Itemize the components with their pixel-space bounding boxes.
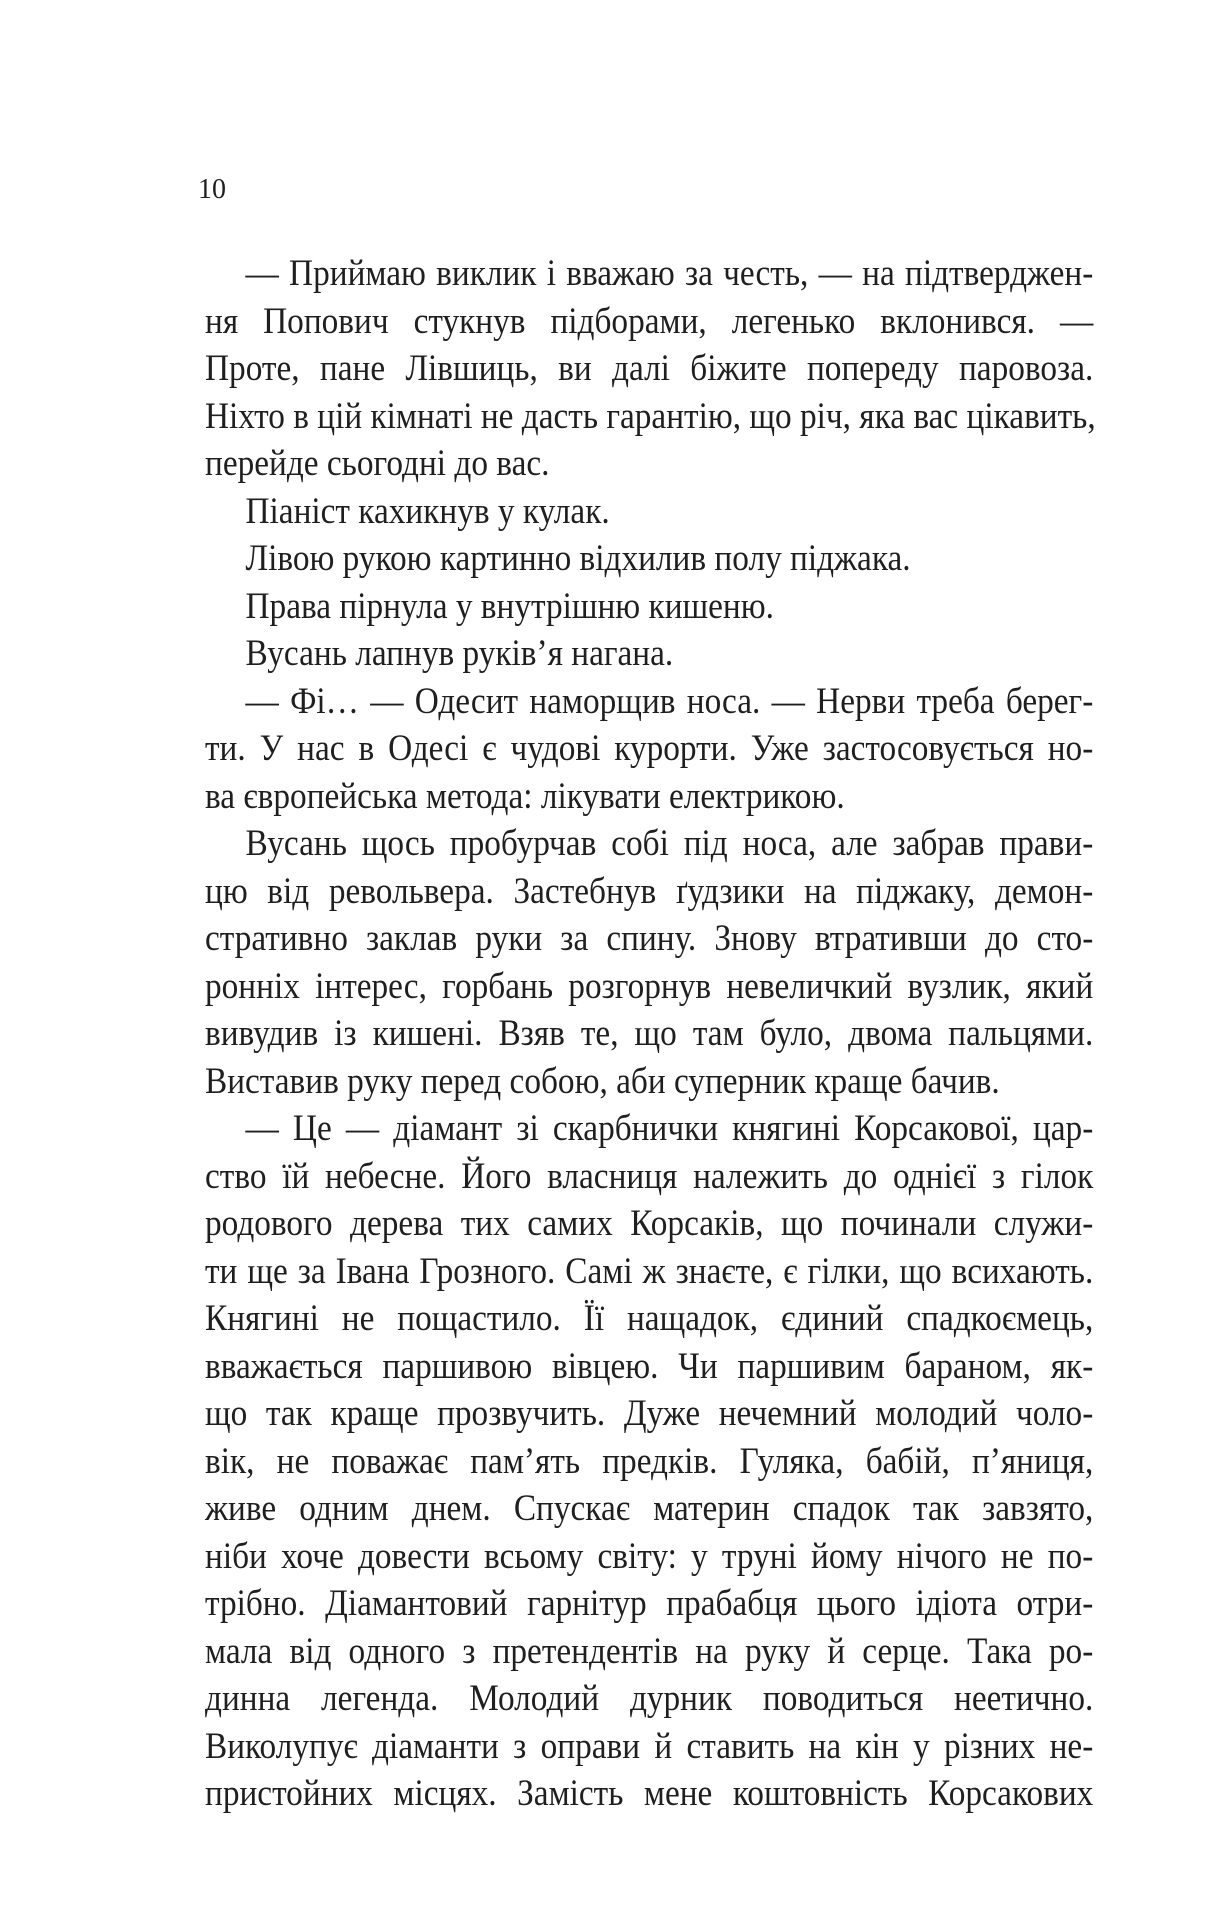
text-line: Права пірнула у внутрішню кишеню. — [245, 585, 774, 627]
text-line: Вусань лапнув руків’я нагана. — [245, 633, 674, 674]
text-line: стративно заклав руки за спину. Знову втративши до сто- — [205, 918, 1094, 959]
text-line: ня Попович стукнув підборами, легенько вклонився. — — [205, 300, 1094, 342]
text-line: ронніх інтерес, горбань розгорнув невеличкий вузлик, який — [205, 965, 1094, 1007]
text-line: динна легенда. Молодий дурник поводиться неетично. — [205, 1678, 1094, 1719]
text-line: — Це — діамант зі скарбнички княгині Корсакової, цар- — [245, 1108, 1094, 1149]
text-line: пристойних місцях. Замість мене коштовність Корсакових — [205, 1773, 1094, 1814]
text-line: Виколупує діаманти з оправи й ставить на кін у різних не- — [205, 1725, 1094, 1767]
text-line: — Приймаю виклик і вважаю за честь, — на підтверджен- — [245, 253, 1094, 294]
text-line: Лівою рукою картинно відхилив полу піджака. — [245, 538, 911, 579]
text-line: Ніхто в цій кімнаті не дасть гарантію, що річ, яка вас цікавить, — [205, 395, 1096, 437]
text-line: вважається паршивою вівцею. Чи паршивим бараном, як- — [205, 1345, 1094, 1387]
text-line: родового дерева тих самих Корсаків, що починали служи- — [205, 1203, 1094, 1244]
text-line: що так краще прозвучить. Дуже нечемний молодий чоло- — [205, 1393, 1094, 1434]
text-line: Вусань щось пробурчав собі під носа, але забрав прави- — [245, 823, 1094, 864]
text-line: трібно. Діамантовий гарнітур прабабця цього ідіота отри- — [205, 1583, 1094, 1624]
text-line: Проте, пане Лівшиць, ви далі біжите попереду паровоза. — [205, 348, 1094, 389]
text-line: ти. У нас в Одесі є чудові курорти. Уже застосовується но- — [205, 728, 1094, 769]
text-line: вік, не поважає пам’ять предків. Гуляка, бабій, п’яниця, — [205, 1440, 1094, 1482]
text-line: мала від одного з претендентів на руку й серце. Така ро- — [205, 1630, 1094, 1672]
text-line: вивудив із кишені. Взяв те, що там було, двома пальцями. — [205, 1013, 1094, 1054]
page-number: 10 — [198, 174, 226, 205]
text-line: ство їй небесне. Його власниця належить до однієї з гілок — [205, 1155, 1094, 1197]
text-line: цю від револьвера. Застебнув ґудзики на піджаку, демон- — [205, 870, 1094, 912]
text-line: перейде сьогодні до вас. — [205, 443, 550, 484]
text-line: ти ще за Івана Грозного. Самі ж знаєте, є гілки, що всихають. — [205, 1250, 1094, 1292]
text-line: ніби хоче довести всьому світу: у труні йому нічого не по- — [205, 1535, 1094, 1577]
body-text — [205, 250, 1096, 1818]
text-line: — Фі… — Одесит наморщив носа. — Нерви треба берег- — [245, 680, 1094, 722]
text-line: живе одним днем. Спускає материн спадок так завзято, — [205, 1488, 1094, 1529]
text-line: Княгині не пощастило. Її нащадок, єдиний спадкоємець, — [205, 1298, 1094, 1339]
text-line: Виставив руку перед собою, аби суперник краще бачив. — [205, 1060, 1000, 1102]
text-line: Піаніст кахикнув у кулак. — [245, 490, 610, 532]
text-line: ва європейська метода: лікувати електрикою. — [205, 775, 845, 817]
